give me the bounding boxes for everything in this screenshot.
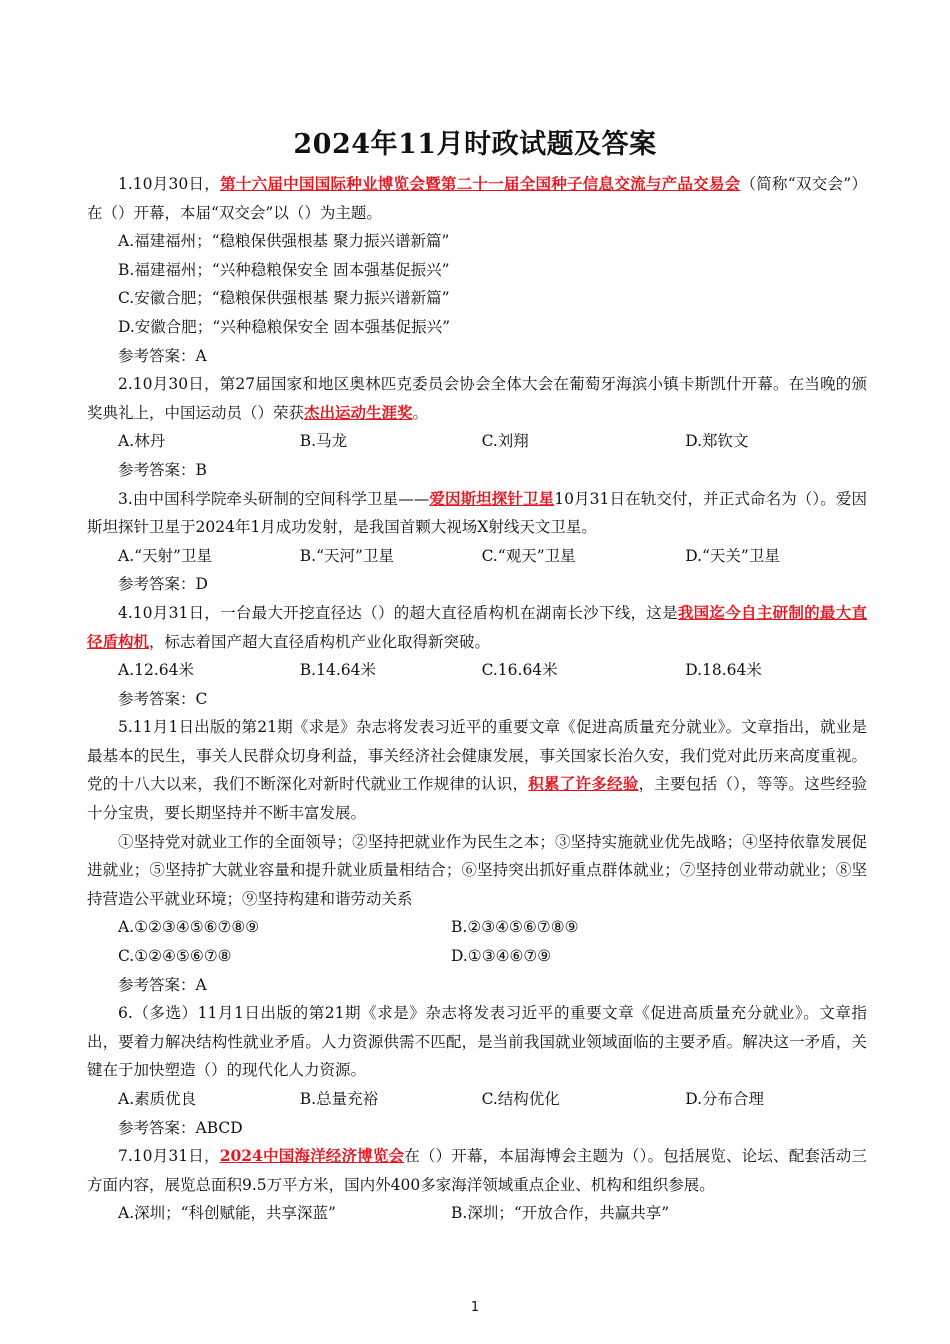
option-c: C.“观天”卫星 <box>481 546 576 565</box>
answer: 参考答案：B <box>118 460 207 479</box>
option-c: C.结构优化 <box>481 1090 560 1108</box>
option-b: B.“天河”卫星 <box>299 546 394 565</box>
question-stem: 7.10月31日，2024中国海洋经济博览会在（）开幕，本届海博会主题为（）。包括展览、论坛、配套活动三方面内容，展览总面积9.5万平方米，国内外400多家海洋领域重点企业、机构和组织参展。 <box>87 1146 867 1194</box>
highlight-keyword: 积累了许多经验 <box>528 774 639 794</box>
question-stem: 5.11月1日出版的第21期《求是》杂志将发表习近平的重要文章《促进高质量充分就业》。文章指出，就业是最基本的民生，事关人民群众切身利益，事关经济社会健康发展，事关国家长治久安，我们党对此历来高度重视。党的十八大以来，我们不断深化对新时代就业工作规律的认识，积累了许多经验，主要包括（），等等。这些经验十分宝贵，要长期坚持并不断丰富发展。 <box>87 718 867 823</box>
option-b: B.深圳；“开放合作，共赢共享” <box>451 1204 670 1223</box>
answer: 参考答案：C <box>118 689 208 708</box>
option-b: B.②③④⑤⑥⑦⑧⑨ <box>451 918 579 937</box>
highlight-keyword: 我国迄今自主研制的最大直径盾构机 <box>87 602 867 651</box>
options-row <box>87 942 867 971</box>
option-a: A.12.64米 <box>118 661 194 680</box>
option-a: A.素质优良 <box>118 1090 197 1108</box>
options-row <box>87 1085 867 1114</box>
question-stem: 6.（多选）11月1日出版的第21期《求是》杂志将发表习近平的重要文章《促进高质量充分就业》。文章指出，要着力解决结构性就业矛盾。人力资源供需不匹配，是当前我国就业领域面临的主要矛盾。解决这一矛盾，关键在于加快塑造（）的现代化人力资源。 <box>87 1004 867 1080</box>
question-stem: 4.10月31日，一台最大开挖直径达（）的超大直径盾构机在湖南长沙下线，这是我国迄今自主研制的最大直径盾构机，标志着国产超大直径盾构机产业化取得新突破。 <box>87 602 867 651</box>
option-b: B.马龙 <box>299 432 348 451</box>
highlight-keyword: 2024中国海洋经济博览会 <box>219 1146 405 1166</box>
option-b: B.14.64米 <box>299 661 376 680</box>
option-d: D.①③④⑥⑦⑨ <box>451 947 552 966</box>
question-7 <box>87 1142 867 1228</box>
options-row <box>87 542 867 571</box>
highlight-keyword: 杰出运动生涯奖 <box>304 402 413 422</box>
question-items: ①坚持党对就业工作的全面领导；②坚持把就业作为民生之本；③坚持实施就业优先战略；④坚持依靠发展促进就业；⑤坚持扩大就业容量和提升就业质量相结合；⑥坚持突出抓好重点群体就业；⑦坚持创业带动就业；⑧坚持营造公平就业环境；⑨坚持构建和谐劳动关系 <box>87 832 867 908</box>
question-stem: 1.10月30日，第十六届中国国际种业博览会暨第二十一届全国种子信息交流与产品交易会（简称“双交会”）在（）开幕，本届“双交会”以（）为主题。 <box>87 174 867 222</box>
option-a: A.“天射”卫星 <box>118 546 212 565</box>
option-a: A.①②③④⑤⑥⑦⑧⑨ <box>118 918 260 937</box>
options-row <box>87 427 867 456</box>
question-list <box>87 170 867 1228</box>
answer: 参考答案：A <box>118 346 207 365</box>
option-d: D.18.64米 <box>685 661 762 680</box>
options-row <box>87 656 867 685</box>
answer: 参考答案：ABCD <box>118 1118 243 1137</box>
option-c: C.16.64米 <box>481 661 558 680</box>
option-d: D.安徽合肥；“兴种稳粮保安全 固本强基促振兴” <box>118 317 451 336</box>
option-d: D.郑钦文 <box>685 432 749 451</box>
option-b: B.福建福州；“兴种稳粮保安全 固本强基促振兴” <box>118 260 450 279</box>
question-4 <box>87 599 867 713</box>
question-1 <box>87 170 867 370</box>
question-3 <box>87 485 867 599</box>
highlight-keyword: 第十六届中国国际种业博览会暨第二十一届全国种子信息交流与产品交易会 <box>220 174 741 193</box>
page-number: 1 <box>470 1300 480 1315</box>
option-c: C.①②④⑤⑥⑦⑧ <box>118 947 232 966</box>
option-d: D.“天关”卫星 <box>685 546 780 565</box>
options-row <box>87 1199 867 1228</box>
option-a: A.林丹 <box>118 432 166 451</box>
option-c: C.安徽合肥；“稳粮保供强根基 聚力振兴谱新篇” <box>118 289 450 308</box>
question-6 <box>87 999 867 1142</box>
option-c: C.刘翔 <box>481 432 529 451</box>
question-stem: 3.由中国科学院牵头研制的空间科学卫星——爱因斯坦探针卫星10月31日在轨交付，并正式命名为（）。爱因斯坦探针卫星于2024年1月成功发射，是我国首颗大视场X射线天文卫星。 <box>87 488 867 537</box>
question-5 <box>87 713 867 999</box>
option-a: A.福建福州；“稳粮保供强根基 聚力振兴谱新篇” <box>118 232 450 251</box>
answer: 参考答案：A <box>118 975 207 994</box>
option-b: B.总量充裕 <box>299 1090 379 1108</box>
option-d: D.分布合理 <box>685 1090 765 1108</box>
highlight-keyword: 爱因斯坦探针卫星 <box>429 488 555 508</box>
option-a: A.深圳；“科创赋能，共享深蓝” <box>118 1204 336 1223</box>
page-title: 2024年11月时政试题及答案 <box>293 129 657 160</box>
options-row <box>87 913 867 942</box>
question-2 <box>87 370 867 484</box>
answer: 参考答案：D <box>118 575 208 594</box>
question-stem: 2.10月30日，第27届国家和地区奥林匹克委员会协会全体大会在葡萄牙海滨小镇卡斯凯什开幕。在当晚的颁奖典礼上，中国运动员（）荣获杰出运动生涯奖。 <box>87 375 867 422</box>
